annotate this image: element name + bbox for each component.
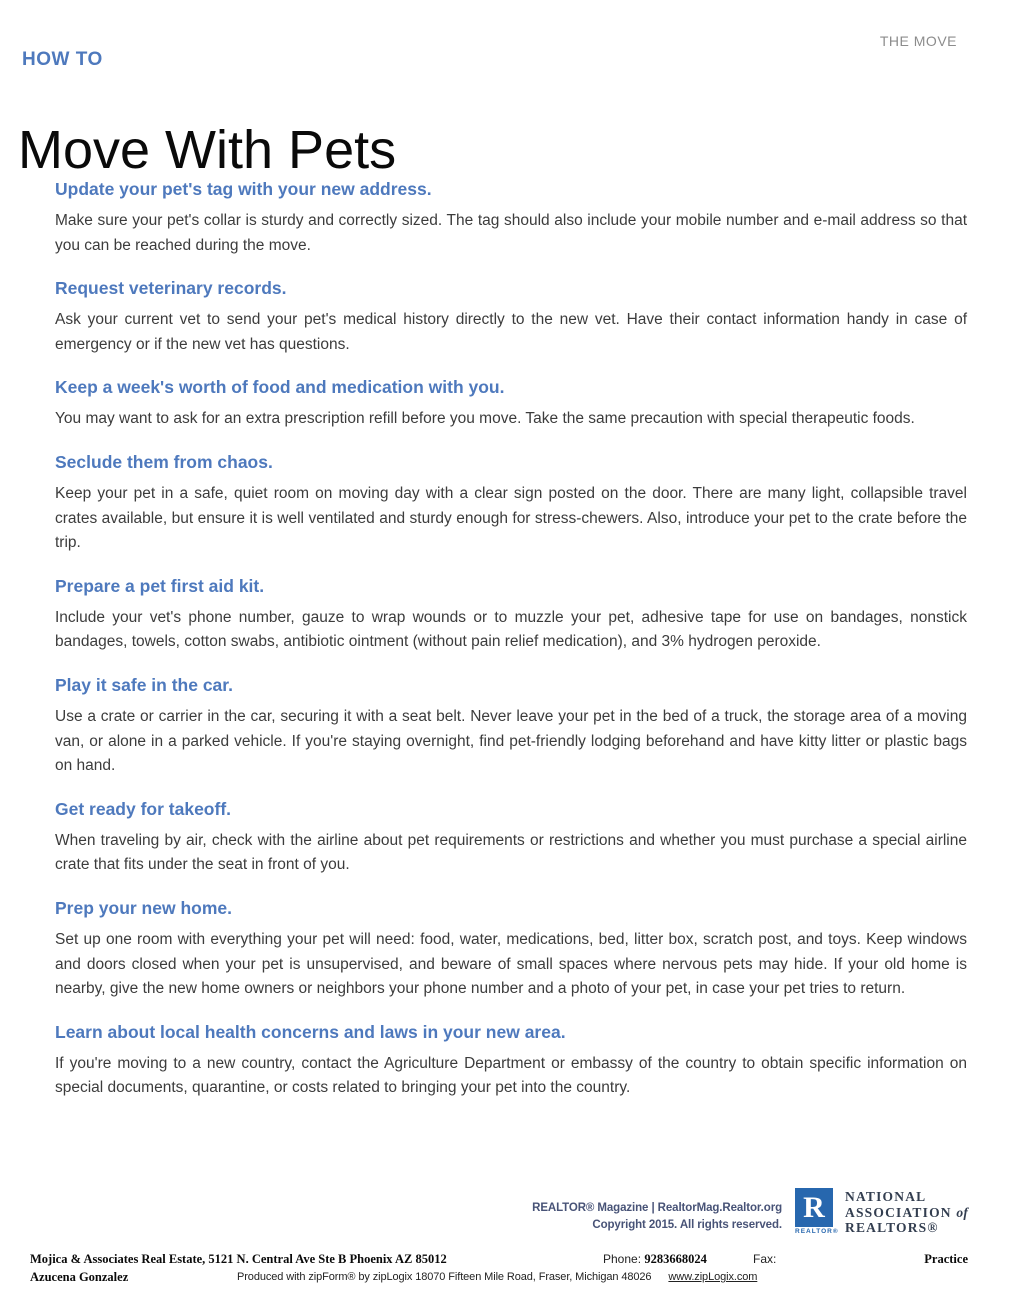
nar-line2-main: ASSOCIATION — [845, 1204, 952, 1220]
tip-heading: Keep a week's worth of food and medication with you. — [55, 377, 505, 398]
tip-heading: Prep your new home. — [55, 897, 232, 918]
phone-info — [603, 1252, 707, 1267]
nar-wordmark — [845, 1189, 968, 1236]
tip-heading: Seclude them from chaos. — [55, 451, 273, 472]
kicker-how-to: HOW TO — [22, 49, 103, 70]
tip-section-local-laws — [55, 1020, 967, 1101]
nar-line2 — [845, 1205, 968, 1221]
watermark-the-move: THE MOVE — [879, 33, 957, 49]
tip-section-update-tag — [55, 177, 967, 258]
tip-heading: Get ready for takeoff. — [55, 798, 232, 819]
fax-label: Fax: — [753, 1252, 777, 1266]
footer-row-1 — [0, 1252, 1018, 1268]
tip-body: Set up one room with everything your pet will need: food, water, medications, bed, litter box, scratch post, and toys. Keep windows and doors closed when your pet is unsupervised, and beware of small spaces where nervous pets may hide. If your old home is nearby, give the new home owners or neighbors your phone number and a photo of your pet, in case your pet tries to return. — [55, 930, 967, 998]
tip-section-seclude — [55, 450, 967, 556]
tip-body: If you're moving to a new country, contact the Agriculture Department or embassy of the country to obtain specific information on special documents, quarantine, or costs related to bringing your pet into the country. — [55, 1054, 967, 1097]
tips-list — [55, 177, 967, 1119]
nar-line1: NATIONAL — [845, 1189, 927, 1204]
credits-line2: Copyright 2015. All rights reserved. — [592, 1218, 782, 1231]
tip-body: You may want to ask for an extra prescription refill before you move. Take the same precaution with special therapeutic foods. — [55, 410, 915, 428]
tip-body: Include your vet's phone number, gauze to wrap wounds or to muzzle your pet, adhesive tape for use on bandages, nonstick bandages, towels, cotton swabs, antibiotic ointment (without pain relief medication), and 3% hydrogen peroxide. — [55, 608, 967, 651]
tip-body: Use a crate or carrier in the car, securing it with a seat belt. Never leave your pet in the bed of a truck, the storage area of a moving van, or alone in a parked vehicle. If you're staying overnight, find pet-friendly lodging beforehand and have kitty litter or plastic bags on hand. — [55, 707, 967, 775]
tip-heading: Learn about local health concerns and laws in your new area. — [55, 1021, 566, 1042]
practice-label: Practice — [924, 1252, 968, 1266]
realtor-r-icon — [795, 1188, 833, 1227]
ziplogix-link[interactable]: www.zipLogix.com — [668, 1271, 758, 1283]
tip-section-food-medication — [55, 375, 967, 432]
page-title: Move With Pets — [18, 120, 397, 181]
tip-body: Make sure your pet's collar is sturdy and correctly sized. The tag should also include your mobile number and e-mail address so that you can be reached during the move. — [55, 212, 967, 254]
produced-with-info — [237, 1271, 757, 1283]
tip-section-air-travel — [55, 797, 967, 878]
tip-heading: Request veterinary records. — [55, 278, 287, 299]
tip-section-car-safety — [55, 673, 967, 779]
realtor-r-letter: R — [803, 1190, 825, 1224]
tip-section-vet-records — [55, 276, 967, 357]
nar-line3: REALTORS® — [845, 1220, 939, 1235]
phone-value: 9283668024 — [644, 1252, 707, 1266]
tip-heading: Update your pet's tag with your new address. — [55, 179, 432, 199]
tip-heading: Play it safe in the car. — [55, 674, 233, 695]
tip-section-first-aid — [55, 574, 967, 655]
tip-body: Keep your pet in a safe, quiet room on moving day with a clear sign posted on the door. There are many light, collapsible travel crates available, but ensure it is well ventilated and sturdy enough for stress-chewers. Also, introduce your pet to the crate before the trip. — [55, 484, 967, 552]
footer-row-2 — [0, 1270, 1018, 1286]
tip-body: Ask your current vet to send your pet's medical history directly to the new vet. Have their contact information handy in case of emergency or if the new vet has questions. — [55, 311, 967, 353]
tip-section-new-home — [55, 896, 967, 1002]
realtor-logo — [795, 1188, 839, 1235]
tip-body: When traveling by air, check with the airline about pet requirements or restrictions and whether you must purchase a special airline crate that fits under the seat in front of you. — [55, 831, 967, 874]
magazine-credits — [532, 1200, 782, 1233]
office-address: Mojica & Associates Real Estate, 5121 N. Central Ave Ste B Phoenix AZ 85012 — [30, 1252, 447, 1266]
phone-label: Phone: — [603, 1252, 642, 1266]
tip-heading: Prepare a pet first aid kit. — [55, 575, 265, 596]
agent-name: Azucena Gonzalez — [30, 1270, 129, 1284]
nar-line2-of: of — [956, 1204, 969, 1220]
realtor-badge-label: REALTOR® — [795, 1228, 839, 1235]
credits-line1: REALTOR® Magazine | RealtorMag.Realtor.org — [532, 1202, 782, 1214]
produced-text: Produced with zipForm® by zipLogix 18070 Fifteen Mile Road, Fraser, Michigan 48026 — [237, 1271, 652, 1283]
